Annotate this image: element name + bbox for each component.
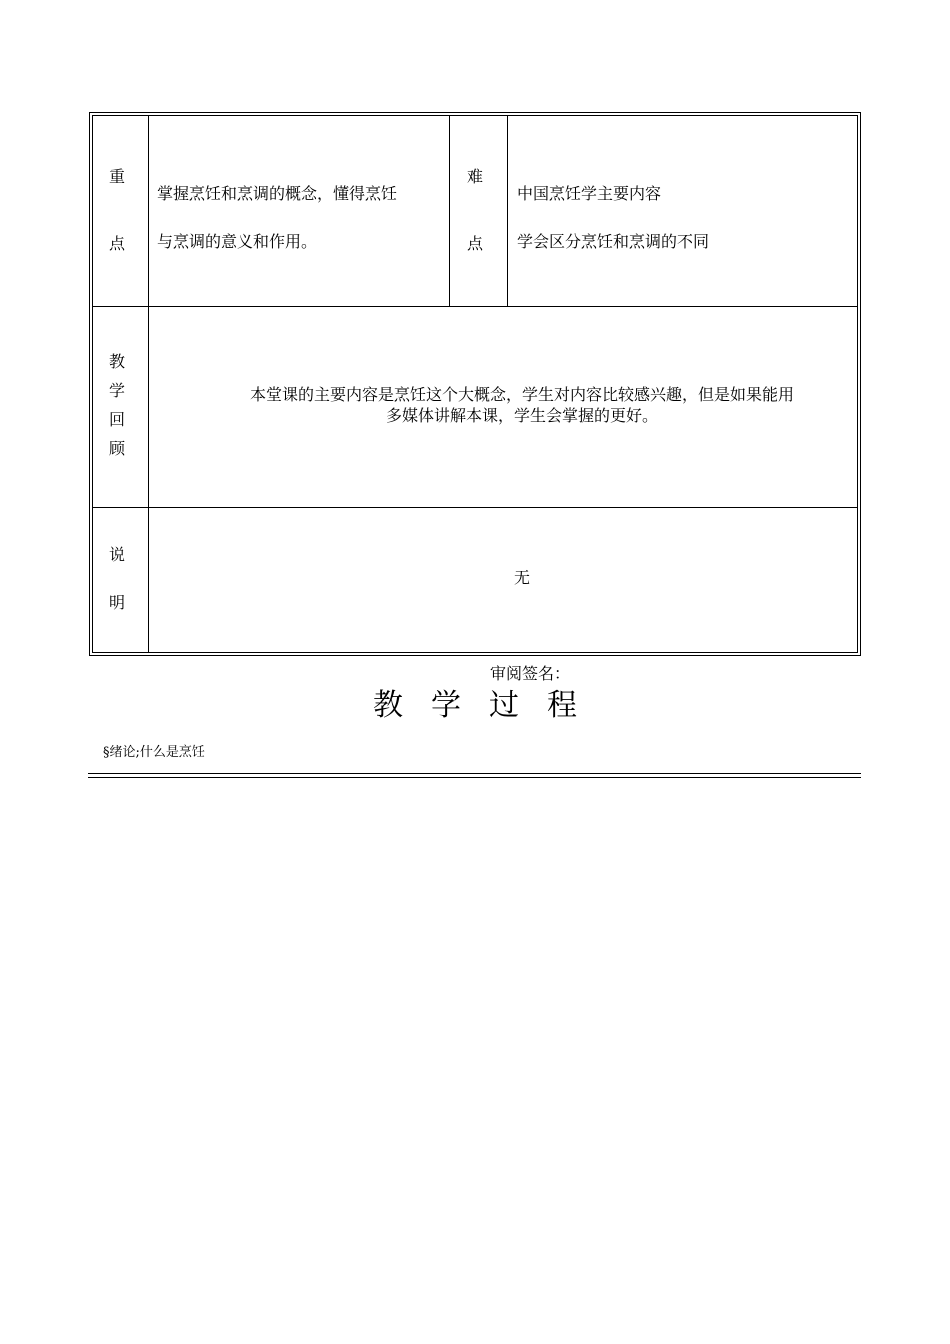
double-rule-bottom bbox=[88, 777, 861, 778]
row-divider bbox=[92, 507, 858, 508]
key-points-line-2: 与烹调的意义和作用。 bbox=[157, 232, 318, 251]
key-points-line-1: 掌握烹饪和烹调的概念，懂得烹饪 bbox=[157, 184, 398, 203]
teaching-process-title bbox=[0, 688, 950, 724]
review-label-char-2: 学 bbox=[108, 381, 125, 400]
section-heading: §绪论;什么是烹饪 bbox=[103, 745, 205, 760]
notes-label-char-1: 说 bbox=[108, 545, 125, 564]
process-title-char: 过 bbox=[489, 688, 519, 723]
row-divider bbox=[92, 306, 858, 307]
label-column-divider bbox=[148, 115, 149, 653]
difficulty-label-right-divider bbox=[507, 115, 508, 306]
review-label-char-1: 教 bbox=[108, 352, 125, 371]
notes-text: 无 bbox=[514, 568, 531, 587]
process-title-char: 学 bbox=[431, 688, 461, 723]
process-title-char: 教 bbox=[373, 688, 403, 723]
review-text-line-2: 多媒体讲解本课，学生会掌握的更好。 bbox=[385, 406, 658, 425]
review-signature-label: 审阅签名： bbox=[490, 664, 571, 683]
key-points-label-char-1: 重 bbox=[108, 167, 125, 186]
review-text-line-1: 本堂课的主要内容是烹饪这个大概念，学生对内容比较感兴趣，但是如果能用 bbox=[249, 385, 794, 404]
review-label-char-4: 顾 bbox=[108, 439, 125, 458]
notes-label-char-2: 明 bbox=[108, 593, 125, 612]
key-points-label-char-2: 点 bbox=[108, 234, 125, 253]
difficulty-label-left-divider bbox=[449, 115, 450, 306]
difficulties-line-1: 中国烹饪学主要内容 bbox=[517, 184, 662, 203]
double-rule-top bbox=[88, 773, 861, 774]
difficulties-label-char-2: 点 bbox=[466, 234, 483, 253]
difficulties-line-2: 学会区分烹饪和烹调的不同 bbox=[517, 232, 710, 251]
process-title-char: 程 bbox=[547, 688, 577, 723]
review-label-char-3: 回 bbox=[108, 410, 125, 429]
difficulties-label-char-1: 难 bbox=[466, 167, 483, 186]
